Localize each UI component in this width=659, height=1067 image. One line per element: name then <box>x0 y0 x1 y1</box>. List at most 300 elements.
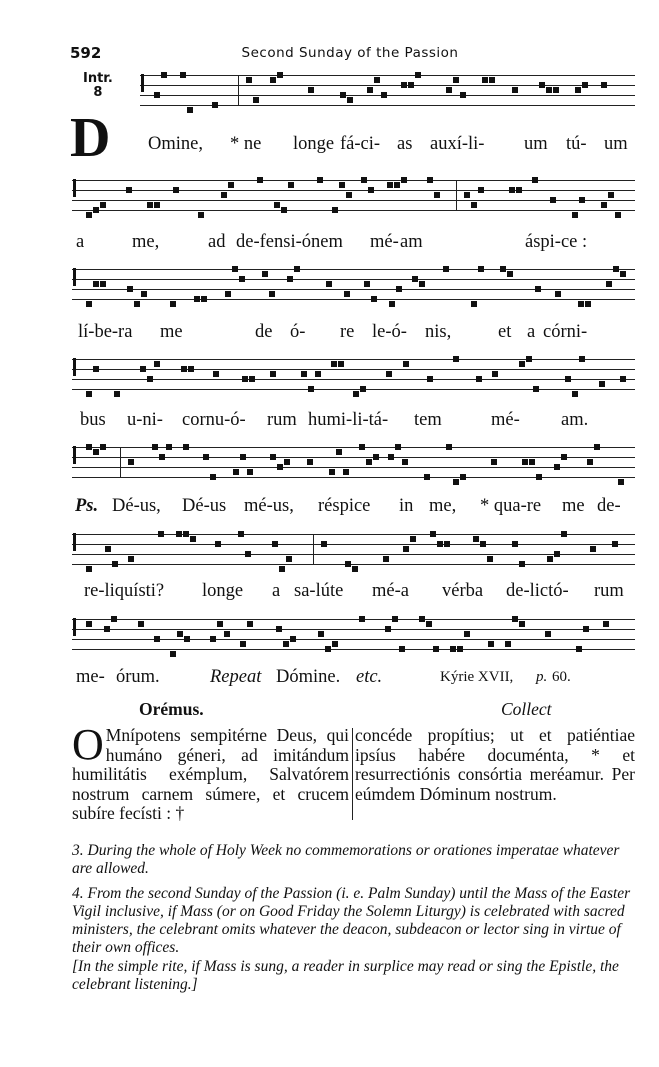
neume <box>345 561 351 567</box>
neume <box>471 301 477 307</box>
neume <box>336 449 342 455</box>
neume <box>478 187 484 193</box>
lyric-word: mé-us, <box>244 496 294 516</box>
neume <box>512 87 518 93</box>
lyric-word: me, <box>132 232 160 252</box>
neume <box>533 386 539 392</box>
lyric-word: me- <box>76 667 105 687</box>
lyric-word: me <box>160 322 183 342</box>
lyric-word: lí-be-ra <box>78 322 133 342</box>
neume <box>338 361 344 367</box>
neume <box>572 212 578 218</box>
repeat-label: Repeat <box>210 667 262 687</box>
neume <box>352 566 358 572</box>
neume <box>579 197 585 203</box>
neume <box>572 391 578 397</box>
lyric-word: mé-a <box>372 581 409 601</box>
kyrie-page-abbrev: p. <box>536 669 548 685</box>
neume <box>239 276 245 282</box>
neume <box>473 536 479 542</box>
lyric-word: um <box>604 134 628 154</box>
lyric-word: a <box>527 322 536 342</box>
lyric-word: a <box>76 232 85 252</box>
lyric-word: de-lictó- <box>506 581 569 601</box>
neume <box>331 361 337 367</box>
repeat-text: Dómine. <box>276 667 341 687</box>
lyric-word: de <box>255 322 273 342</box>
neume <box>492 371 498 377</box>
neume <box>274 202 280 208</box>
oremus-heading: Orémus. <box>139 699 204 719</box>
neume <box>500 266 506 272</box>
neume <box>247 469 253 475</box>
neume <box>415 72 421 78</box>
neume <box>561 454 567 460</box>
neume <box>173 187 179 193</box>
neume <box>100 281 106 287</box>
neume <box>249 376 255 382</box>
clef <box>73 618 76 636</box>
neume <box>388 454 394 460</box>
neume <box>550 197 556 203</box>
neume <box>217 621 223 627</box>
neume <box>408 82 414 88</box>
neume <box>288 182 294 188</box>
footnote-simple-rite: [In the simple rite, if Mass is sung, a reader in surplice may read or sing the Epistle, the celebrant listening.] <box>72 958 619 993</box>
neume <box>529 459 535 465</box>
neume <box>317 177 323 183</box>
neume <box>294 266 300 272</box>
neume <box>290 636 296 642</box>
neume <box>272 541 278 547</box>
neume <box>141 291 147 297</box>
bar-divider <box>456 180 457 210</box>
neume <box>427 376 433 382</box>
prayer-text-1: Mnípotens sempitérne Deus, qui humáno géneri, ad imitándum humilitátis exémplum, Salvatórem nostrum carnem súmere, et crucem subíre fecísti : † <box>72 725 349 823</box>
collect-heading: Collect <box>501 699 552 719</box>
neume <box>367 87 373 93</box>
lyric-word: me, <box>429 496 457 516</box>
neume <box>321 541 327 547</box>
neume <box>233 469 239 475</box>
neume <box>181 366 187 372</box>
staff-line <box>72 544 635 545</box>
neume <box>86 566 92 572</box>
neume <box>505 641 511 647</box>
neume <box>389 301 395 307</box>
neume <box>270 77 276 83</box>
neume <box>401 177 407 183</box>
neume <box>480 541 486 547</box>
staff-line <box>72 629 635 630</box>
neume <box>478 266 484 272</box>
neume <box>213 371 219 377</box>
neume <box>594 444 600 450</box>
neume <box>582 82 588 88</box>
neume <box>134 301 140 307</box>
neume <box>225 291 231 297</box>
neume <box>516 187 522 193</box>
lyrics-line-4 <box>72 410 635 432</box>
clef <box>73 179 76 197</box>
neume <box>587 459 593 465</box>
neume <box>453 77 459 83</box>
neume <box>585 301 591 307</box>
neume <box>590 546 596 552</box>
lyric-word: sa-lúte <box>294 581 344 601</box>
neume <box>412 276 418 282</box>
neume <box>385 626 391 632</box>
clef <box>73 533 76 551</box>
neume <box>247 621 253 627</box>
neume <box>111 616 117 622</box>
neume <box>246 77 252 83</box>
neume <box>100 202 106 208</box>
neume <box>453 479 459 485</box>
neume <box>446 87 452 93</box>
neume <box>147 376 153 382</box>
neume <box>488 641 494 647</box>
lyric-word: córni- <box>543 322 588 342</box>
neume <box>512 541 518 547</box>
neume <box>277 72 283 78</box>
staff-3 <box>72 265 635 309</box>
neume <box>238 531 244 537</box>
neume <box>154 92 160 98</box>
neume <box>242 376 248 382</box>
lyric-word: cornu-ó- <box>182 410 246 430</box>
staff-line <box>72 564 635 565</box>
neume <box>212 102 218 108</box>
staff-line <box>72 190 635 191</box>
neume <box>112 561 118 567</box>
neume <box>618 479 624 485</box>
neume <box>210 474 216 480</box>
lyric-word: de-fensi-ónem <box>236 232 343 252</box>
neume <box>126 187 132 193</box>
neume <box>402 459 408 465</box>
lyric-word: vérba <box>442 581 484 601</box>
lyric-word: de- <box>597 496 621 516</box>
neume <box>450 646 456 652</box>
lyric-word: Omine, <box>148 134 203 154</box>
staff-line <box>72 180 635 181</box>
neume <box>446 444 452 450</box>
neume <box>279 566 285 572</box>
neume <box>187 107 193 113</box>
staff-line <box>72 467 635 468</box>
staff-line <box>72 379 635 380</box>
lyrics-line-6 <box>72 581 635 603</box>
prayer-initial: O <box>72 720 104 769</box>
neume <box>166 444 172 450</box>
neume <box>347 97 353 103</box>
neume <box>228 182 234 188</box>
lyric-word: auxí-li- <box>430 134 485 154</box>
lyrics-line-3 <box>72 322 635 344</box>
clef <box>73 358 76 376</box>
neume <box>325 646 331 652</box>
staff-line <box>72 649 635 650</box>
neume <box>535 286 541 292</box>
neume <box>464 192 470 198</box>
staff-line <box>72 369 635 370</box>
prayer-column-1 <box>72 720 349 824</box>
neume <box>183 444 189 450</box>
neume <box>180 72 186 78</box>
neume <box>359 616 365 622</box>
repeat-etc: etc. <box>356 667 383 687</box>
neume <box>170 301 176 307</box>
lyrics-line-5 <box>72 496 635 518</box>
neume <box>519 561 525 567</box>
staff-line <box>72 279 635 280</box>
neume <box>539 82 545 88</box>
lyric-word: mé- <box>491 410 520 430</box>
neume <box>240 641 246 647</box>
neume <box>194 296 200 302</box>
neume <box>257 177 263 183</box>
staff-line <box>140 95 635 96</box>
staff-line <box>72 299 635 300</box>
neume <box>522 459 528 465</box>
neume <box>105 546 111 552</box>
staff-5 <box>72 443 635 487</box>
neume <box>215 541 221 547</box>
neume <box>366 459 372 465</box>
neume <box>373 454 379 460</box>
neume <box>583 626 589 632</box>
neume <box>603 621 609 627</box>
neume <box>401 82 407 88</box>
kyrie-page: 60. <box>552 669 571 685</box>
neume <box>427 177 433 183</box>
neume <box>232 266 238 272</box>
neume <box>489 77 495 83</box>
neume <box>620 376 626 382</box>
neume <box>471 202 477 208</box>
page-title: Second Sunday of the Passion <box>241 45 459 61</box>
clef <box>141 74 144 92</box>
staff-line <box>140 75 635 76</box>
lyric-word: órum. <box>116 667 160 687</box>
neume <box>177 631 183 637</box>
neume <box>154 636 160 642</box>
neume <box>443 266 449 272</box>
neume <box>283 641 289 647</box>
lyric-word: re-liquísti? <box>84 581 165 601</box>
neume <box>430 531 436 537</box>
neume <box>457 646 463 652</box>
lyric-word: mé- <box>370 232 399 252</box>
neume <box>507 271 513 277</box>
staff-line <box>140 85 635 86</box>
lyric-word: * ne <box>230 134 262 154</box>
neume <box>224 631 230 637</box>
neume <box>301 371 307 377</box>
neume <box>93 366 99 372</box>
lyric-word: um <box>524 134 548 154</box>
neume <box>93 449 99 455</box>
neume <box>620 271 626 277</box>
neume <box>575 87 581 93</box>
staff-line <box>72 210 635 211</box>
introit-abbrev: Intr. <box>83 71 113 86</box>
lyric-word: réspice <box>318 496 371 516</box>
neume <box>86 621 92 627</box>
neume <box>396 286 402 292</box>
lyric-word: me <box>562 496 585 516</box>
neume <box>368 187 374 193</box>
neume <box>307 459 313 465</box>
lyric-word: Dé-us, <box>112 496 161 516</box>
staff-1 <box>140 71 635 115</box>
neume <box>221 192 227 198</box>
neume <box>154 361 160 367</box>
neume <box>403 546 409 552</box>
neume <box>339 182 345 188</box>
neume <box>476 376 482 382</box>
neume <box>554 464 560 470</box>
neume <box>201 296 207 302</box>
neume <box>491 459 497 465</box>
neume <box>387 182 393 188</box>
neume <box>394 182 400 188</box>
neume <box>403 361 409 367</box>
lyric-word: le-ó- <box>372 322 407 342</box>
neume <box>519 621 525 627</box>
lyric-word: nis, <box>425 322 452 342</box>
clef <box>73 268 76 286</box>
neume <box>444 541 450 547</box>
staff-7 <box>72 615 635 659</box>
neume <box>245 551 251 557</box>
lyric-word: Dé-us <box>182 496 227 516</box>
bar-divider <box>238 75 239 105</box>
staff-line <box>72 554 635 555</box>
psalm-label: Ps. <box>75 496 99 516</box>
neume <box>487 556 493 562</box>
neume <box>86 212 92 218</box>
neume <box>184 636 190 642</box>
neume <box>114 391 120 397</box>
neume <box>579 356 585 362</box>
lyric-word: * qua-re <box>480 496 542 516</box>
lyric-word: tú- <box>566 134 587 154</box>
neume <box>315 371 321 377</box>
neume <box>138 621 144 627</box>
neume <box>434 192 440 198</box>
neume <box>599 381 605 387</box>
neume <box>203 454 209 460</box>
staff-6 <box>72 530 635 574</box>
lyric-word: ó- <box>290 322 306 342</box>
page-number: 592 <box>70 44 102 62</box>
neume <box>383 556 389 562</box>
neume <box>361 177 367 183</box>
lyric-word: in <box>399 496 414 516</box>
neume <box>308 87 314 93</box>
staff-line <box>72 289 635 290</box>
neume <box>86 301 92 307</box>
neume <box>104 626 110 632</box>
neume <box>346 192 352 198</box>
neume <box>601 202 607 208</box>
neume <box>326 281 332 287</box>
neume <box>601 82 607 88</box>
neume <box>546 87 552 93</box>
lyric-word: a <box>272 581 281 601</box>
neume <box>270 454 276 460</box>
introit-label <box>83 72 113 100</box>
staff-line <box>72 359 635 360</box>
staff-line <box>72 477 635 478</box>
neume <box>147 202 153 208</box>
neume <box>276 626 282 632</box>
lyric-word: ad <box>208 232 226 252</box>
lyric-word: re <box>340 322 355 342</box>
neume <box>198 212 204 218</box>
neume <box>460 92 466 98</box>
neume <box>253 97 259 103</box>
neume <box>453 356 459 362</box>
column-divider <box>352 728 353 820</box>
neume <box>509 187 515 193</box>
neume <box>386 371 392 377</box>
staff-line <box>72 389 635 390</box>
neume <box>519 361 525 367</box>
neume <box>152 444 158 450</box>
neume <box>286 556 292 562</box>
kyrie-ref: Kýrie XVII, <box>440 669 514 685</box>
neume <box>353 391 359 397</box>
neume <box>159 454 165 460</box>
neume <box>608 192 614 198</box>
neume <box>410 536 416 542</box>
neume <box>284 459 290 465</box>
staff-line <box>72 457 635 458</box>
neume <box>93 207 99 213</box>
neume <box>464 631 470 637</box>
neume <box>545 631 551 637</box>
lyric-word: longe <box>202 581 244 601</box>
neume <box>460 474 466 480</box>
neume <box>128 556 134 562</box>
footnote-3: 3. During the whole of Holy Week no commemorations or orationes imperatae whatever are allowed. <box>72 842 620 877</box>
neume <box>281 207 287 213</box>
neume <box>424 474 430 480</box>
neume <box>140 366 146 372</box>
neume <box>381 92 387 98</box>
neume <box>210 636 216 642</box>
neume <box>100 444 106 450</box>
staff-4 <box>72 355 635 399</box>
neume <box>512 616 518 622</box>
lyric-word: áspi-ce : <box>525 232 588 252</box>
bar-divider <box>313 534 314 564</box>
lyric-word: am <box>400 232 423 252</box>
neume <box>553 87 559 93</box>
neume <box>360 386 366 392</box>
neume <box>526 356 532 362</box>
neume <box>240 454 246 460</box>
staff-line <box>72 619 635 620</box>
initial-letter: D <box>70 107 111 169</box>
lyric-word: longe <box>293 134 335 154</box>
neume <box>183 531 189 537</box>
neume <box>374 77 380 83</box>
neume <box>399 646 405 652</box>
